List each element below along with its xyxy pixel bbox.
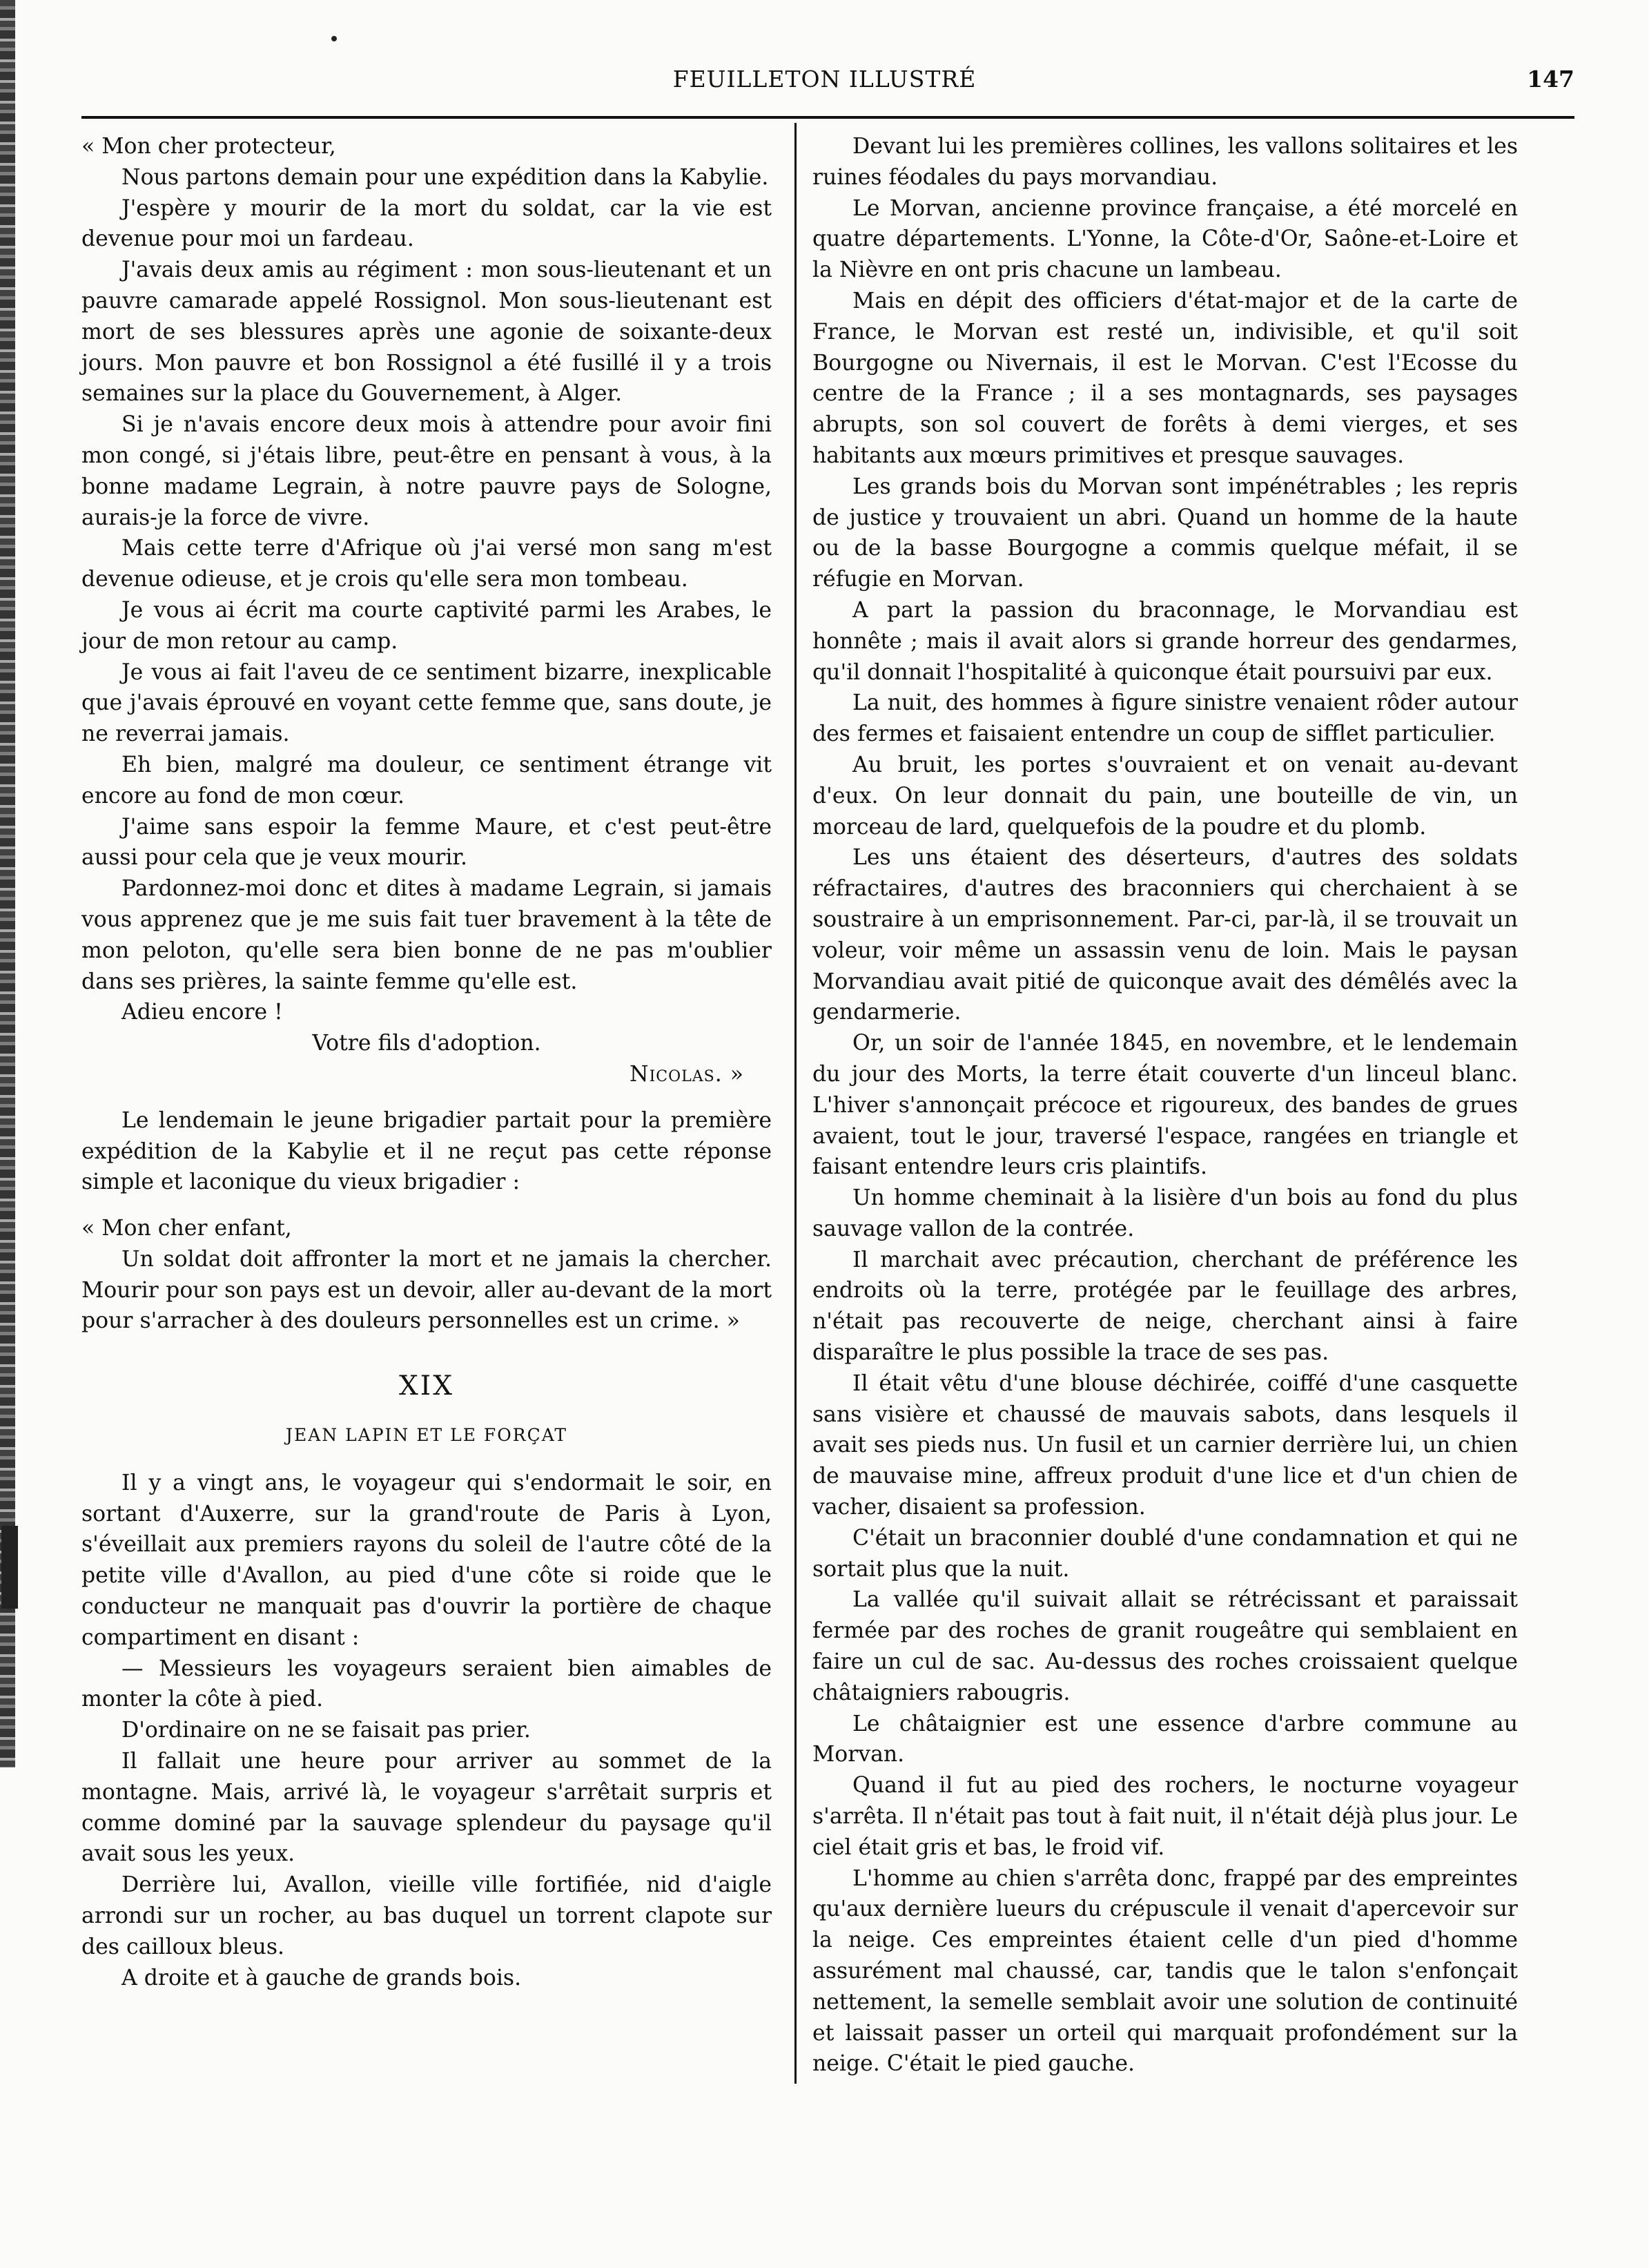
letter-closing: Votre fils d'adoption.: [312, 1031, 541, 1056]
page-header: [0, 66, 1649, 107]
ink-speck: [331, 36, 337, 41]
paragraph: Le Morvan, ancienne province française, a été morcelé en quatre départements. L'Yonne, la Côte-d'Or, Saône-et-Loire et la Nièvre en ont pris chacune un lambeau.: [812, 195, 1518, 283]
paragraph: Il marchait avec précaution, cherchant de préférence les endroits où la terre, protégée par le feuillage des arbres, n'était pas recouverte de neige, cherchant ainsi à faire disparaître le plus possible la trace de ses pas.: [812, 1247, 1518, 1366]
paragraph: C'était un braconnier doublé d'une condamnation et qui ne sortait plus que la nuit.: [812, 1525, 1518, 1582]
paragraph: Mais en dépit des officiers d'état-major et de la carte de France, le Morvan est resté un, indivisible, et qu'il soit Bourgogne ou Nivernais, il est le Morvan. C'est l'Ecosse du centre de la France ; il a ses montagnards, ses paysages abrupts, son sol couvert de forêts à demi vierges, et ses habitants aux mœurs primitives et presque sauvages.: [812, 288, 1518, 468]
running-title: FEUILLETON ILLUSTRÉ: [672, 66, 977, 93]
binding-mark: [1, 1526, 18, 1609]
paragraph: J'aime sans espoir la femme Maure, et c'est peut-être aussi pour cela que je veux mourir.: [81, 814, 772, 871]
paragraph: J'espère y mourir de la mort du soldat, car la vie est devenue pour moi un fardeau.: [81, 195, 772, 252]
paragraph: Les uns étaient des déserteurs, d'autres des soldats réfractaires, d'autres des braconniers qui cherchaient à se soustraire à un emprisonnement. Par-ci, par-là, il se trouvait un voleur, voir même un assassin venu de loin. Mais le paysan Morvandiau avait pitié de quiconque avait des démêlés avec la gendarmerie.: [812, 845, 1518, 1025]
paragraph: Devant lui les premières collines, les vallons solitaires et les ruines féodales du pays morvandiau.: [812, 134, 1518, 190]
letter-salutation: « Mon cher protecteur,: [81, 134, 336, 159]
page-number: 147: [1527, 66, 1574, 93]
paragraph: Le châtaignier est une essence d'arbre commune au Morvan.: [812, 1711, 1518, 1767]
paragraph: L'homme au chien s'arrêta donc, frappé par des empreintes qu'aux dernière lueurs du crépuscule il venait d'apercevoir sur la neige. Ces empreintes étaient celle d'un pied d'homme assurément mal chaussé, car, tandis que le talon s'enfonçait nettement, la semelle semblait avoir une solution de continuité et laissait passer un orteil qui marquait profondément sur la neige. C'était le pied gauche.: [812, 1865, 1518, 2077]
paragraph: Je vous ai écrit ma courte captivité parmi les Arabes, le jour de mon retour au camp.: [81, 597, 772, 654]
paragraph: La nuit, des hommes à figure sinistre venaient rôder autour des fermes et faisaient entendre un coup de sifflet particulier.: [812, 690, 1518, 747]
paragraph: Pardonnez-moi donc et dites à madame Legrain, si jamais vous apprenez que je me suis fait tuer bravement à la tête de mon peloton, qu'elle sera bien bonne de ne pas m'oublier dans ses prières, la sainte femme qu'elle est.: [81, 876, 772, 994]
paragraph: Je vous ai fait l'aveu de ce sentiment bizarre, inexplicable que j'avais éprouvé en voyant cette femme que, sans doute, je ne reverrai jamais.: [81, 659, 772, 747]
paragraph: Un homme cheminait à la lisière d'un bois au fond du plus sauvage vallon de la contrée.: [812, 1185, 1518, 1241]
paragraph: — Messieurs les voyageurs seraient bien aimables de monter la côte à pied.: [81, 1656, 772, 1712]
left-column: [81, 131, 772, 1993]
paragraph: Il était vêtu d'une blouse déchirée, coiffé d'une casquette sans visière et chaussé de mauvais sabots, dans lesquels il avait ses pieds nus. Un fusil et un carnier derrière lui, un chien de mauvaise mine, affreux produit d'une lice et d'un chien de vacher, disaient sa profession.: [812, 1370, 1518, 1520]
paragraph: D'ordinaire on ne se faisait pas prier.: [121, 1718, 531, 1743]
paragraph: Il y a vingt ans, le voyageur qui s'endormait le soir, en sortant d'Auxerre, sur la grand'route de Paris à Lyon, s'éveillait aux premiers rayons du soleil de l'autre côté de la petite ville d'Avallon, au pied d'une côte si roide que le conducteur ne manquait pas d'ouvrir la portière de chaque compartiment en disant :: [81, 1470, 772, 1650]
paragraph: Adieu encore !: [121, 1000, 283, 1025]
paragraph: J'avais deux amis au régiment : mon sous-lieutenant et un pauvre camarade appelé Rossignol. Mon sous-lieutenant est mort de ses blessures après une agonie de soixante-deux jours. Mon pauvre et bon Rossignol a été fusillé il y a trois semaines sur la place du Gouvernement, à Alger.: [81, 258, 772, 407]
letter-salutation: « Mon cher enfant,: [81, 1216, 292, 1241]
paragraph: Or, un soir de l'année 1845, en novembre, et le lendemain du jour des Morts, la terre était couverte d'un linceul blanc. L'hiver s'annonçait précoce et rigoureux, des bandes de grues avaient, tout le jour, traversé l'espace, rangées en triangle et faisant entendre leurs cris plaintifs.: [812, 1031, 1518, 1180]
paragraph: Au bruit, les portes s'ouvraient et on venait au-devant d'eux. On leur donnait du pain, une bouteille de vin, un morceau de lard, quelquefois de la poudre et du plomb.: [812, 752, 1518, 840]
chapter-number: XIX: [399, 1370, 454, 1402]
paragraph: Derrière lui, Avallon, vieille ville fortifiée, nid d'aigle arrondi sur un rocher, au bas duquel un torrent clapote sur des cailloux bleus.: [81, 1872, 772, 1959]
paragraph: Un soldat doit affronter la mort et ne jamais la chercher. Mourir pour son pays est un devoir, aller au-devant de la mort pour s'arracher à des douleurs personnelles est un crime. »: [81, 1246, 772, 1334]
paragraph: Nous partons demain pour une expédition dans la Kabylie.: [121, 164, 769, 190]
header-rule: [81, 116, 1574, 119]
paragraph: Eh bien, malgré ma douleur, ce sentiment étrange vit encore au fond de mon cœur.: [81, 752, 772, 808]
paragraph: Si je n'avais encore deux mois à attendre pour avoir fini mon congé, si j'étais libre, peut-être en pensant à vous, à la bonne madame Legrain, à notre pauvre pays de Sologne, aurais-je la force de vivre.: [81, 412, 772, 530]
narration-paragraph: Le lendemain le jeune brigadier partait pour la première expédition de la Kabylie et il ne reçut pas cette réponse simple et laconique du vieux brigadier :: [81, 1107, 772, 1195]
paragraph: Il fallait une heure pour arriver au sommet de la montagne. Mais, arrivé là, le voyageur s'arrêtait surpris et comme dominé par la sauvage splendeur du paysage qu'il avait sous les yeux.: [81, 1749, 772, 1867]
paragraph: A part la passion du braconnage, le Morvandiau est honnête ; mais il avait alors si grande horreur des gendarmes, qu'il donnait l'hospitalité à quiconque était poursuivi par eux.: [812, 597, 1518, 685]
paragraph: La vallée qu'il suivait allait se rétrécissant et paraissait fermée par des roches de granit rougeâtre qui semblaient en faire un cul de sac. Au-dessus des roches croissaient quelque châtaigniers rabougris.: [812, 1587, 1518, 1705]
column-divider: [794, 123, 797, 2084]
scanned-binding-edge: [0, 0, 15, 1767]
paragraph: Quand il fut au pied des rochers, le nocturne voyageur s'arrêta. Il n'était pas tout à fait nuit, il n'était déjà plus jour. Le ciel était gris et bas, le froid vif.: [812, 1773, 1518, 1860]
chapter-title: JEAN LAPIN ET LE FORÇAT: [285, 1425, 568, 1446]
paragraph: Les grands bois du Morvan sont impénétrables ; les repris de justice y trouvaient un abri. Quand un homme de la haute ou de la basse Bourgogne a commis quelque méfait, il se réfugie en Morvan.: [812, 474, 1518, 592]
paragraph: Mais cette terre d'Afrique où j'ai versé mon sang m'est devenue odieuse, et je crois qu'elle sera mon tombeau.: [81, 536, 772, 592]
paragraph: A droite et à gauche de grands bois.: [121, 1965, 522, 1990]
letter-signature: Nicolas. »: [630, 1061, 744, 1087]
right-column: [812, 131, 1518, 2080]
